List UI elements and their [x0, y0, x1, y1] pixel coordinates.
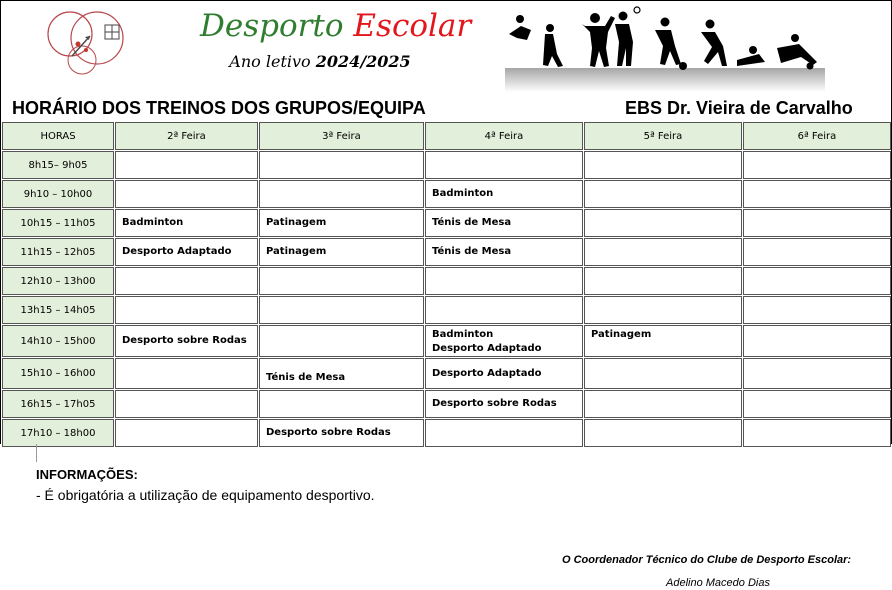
- activity-cell: [115, 238, 258, 266]
- activity-cell: [743, 358, 891, 389]
- activity-label: Patinagem: [266, 246, 327, 257]
- text-cursor: [36, 444, 37, 462]
- activity-cell: [584, 419, 742, 447]
- table-row: [2, 151, 891, 179]
- schedule-heading: HORÁRIO DOS TREINOS DOS GRUPOS/EQUIPA: [12, 98, 426, 118]
- activity-cell: [584, 325, 742, 357]
- activity-cell: [743, 209, 891, 237]
- hour-cell: 17h10 – 18h00: [2, 419, 114, 447]
- school-year-value: 2024/2025: [315, 52, 411, 71]
- table-row: [2, 419, 891, 447]
- activity-cell: [259, 267, 424, 295]
- hour-cell: 10h15 – 11h05: [2, 209, 114, 237]
- activity-cell: [115, 267, 258, 295]
- activity-cell: [259, 238, 424, 266]
- column-header-thursday: 5ª Feira: [584, 122, 742, 150]
- activity-cell: [584, 238, 742, 266]
- activity-cell: [425, 390, 583, 418]
- hour-cell: 13h15 – 14h05: [2, 296, 114, 324]
- activity-cell: [743, 390, 891, 418]
- activity-cell: [259, 419, 424, 447]
- athletes-silhouettes-icon: [505, 4, 825, 92]
- activity-cell: [115, 209, 258, 237]
- title-word-2: Escolar: [353, 8, 472, 44]
- activity-cell: [115, 151, 258, 179]
- activity-label: Ténis de Mesa: [432, 217, 512, 228]
- school-logo-icon: [42, 8, 137, 78]
- table-row: [2, 238, 891, 266]
- activity-label: Badminton: [432, 188, 494, 199]
- activity-label: Patinagem: [591, 329, 652, 340]
- activity-cell: [584, 267, 742, 295]
- activity-label: Badminton: [122, 217, 184, 228]
- activity-cell: [259, 325, 424, 357]
- table-row: [2, 296, 891, 324]
- activity-label: Desporto sobre Rodas: [432, 398, 557, 409]
- activity-cell: [259, 390, 424, 418]
- hour-cell: 15h10 – 16h00: [2, 358, 114, 389]
- page-title: [200, 6, 470, 46]
- column-header-wednesday: 4ª Feira: [425, 122, 583, 150]
- activity-cell: [115, 325, 258, 357]
- info-text: - É obrigatória a utilização de equipamento desportivo.: [36, 487, 375, 503]
- column-header-tuesday: 3ª Feira: [259, 122, 424, 150]
- activity-cell: [425, 325, 583, 357]
- activity-cell: [425, 419, 583, 447]
- activity-cell: [425, 151, 583, 179]
- activity-label: Desporto sobre Rodas: [266, 427, 391, 438]
- info-title: INFORMAÇÕES:: [36, 467, 138, 482]
- activity-cell: [115, 180, 258, 208]
- activity-cell: [743, 267, 891, 295]
- activity-cell: [743, 419, 891, 447]
- activity-cell: [584, 358, 742, 389]
- activity-label: Desporto Adaptado: [432, 367, 542, 379]
- activity-cell: [259, 358, 424, 389]
- schedule-header-row: [2, 122, 891, 150]
- activity-label: Patinagem: [266, 217, 327, 228]
- activity-cell: [425, 209, 583, 237]
- activity-label: Ténis de Mesa: [266, 372, 346, 383]
- hour-cell: 9h10 – 10h00: [2, 180, 114, 208]
- table-row: [2, 325, 891, 357]
- activity-cell: [115, 419, 258, 447]
- hour-cell: 11h15 – 12h05: [2, 238, 114, 266]
- coordinator-name: Adelino Macedo Dias: [666, 577, 770, 589]
- coordinator-title: O Coordenador Técnico do Clube de Desporto Escolar:: [562, 554, 852, 566]
- activity-cell: [743, 325, 891, 357]
- activity-cell: [743, 296, 891, 324]
- hour-cell: 16h15 – 17h05: [2, 390, 114, 418]
- activity-label: Ténis de Mesa: [432, 246, 512, 257]
- column-header-monday: 2ª Feira: [115, 122, 258, 150]
- activity-cell: [115, 296, 258, 324]
- school-year-prefix: Ano letivo: [229, 52, 311, 71]
- activity-cell: [584, 209, 742, 237]
- activity-label: Desporto Adaptado: [432, 343, 542, 354]
- activity-cell: [743, 238, 891, 266]
- activity-cell: [743, 151, 891, 179]
- hour-cell: 14h10 – 15h00: [2, 325, 114, 357]
- activity-cell: [425, 267, 583, 295]
- hour-cell: 12h10 – 13h00: [2, 267, 114, 295]
- table-row: [2, 358, 891, 389]
- school-name: EBS Dr. Vieira de Carvalho: [625, 98, 853, 118]
- activity-cell: [425, 238, 583, 266]
- hour-cell: 8h15– 9h05: [2, 151, 114, 179]
- activity-cell: [425, 180, 583, 208]
- activity-label: Desporto sobre Rodas: [122, 335, 247, 346]
- school-year: [200, 50, 440, 74]
- activity-label: Desporto Adaptado: [122, 246, 232, 257]
- column-header-friday: 6ª Feira: [743, 122, 891, 150]
- title-word-1: Desporto: [200, 8, 344, 44]
- activity-cell: [425, 358, 583, 389]
- table-row: [2, 180, 891, 208]
- column-header-hours: HORAS: [2, 122, 114, 150]
- activity-cell: [259, 180, 424, 208]
- activity-cell: [584, 296, 742, 324]
- activity-cell: [259, 296, 424, 324]
- activity-cell: [584, 390, 742, 418]
- activity-cell: [259, 151, 424, 179]
- activity-cell: [584, 151, 742, 179]
- activity-cell: [743, 180, 891, 208]
- activity-cell: [584, 180, 742, 208]
- activity-cell: [259, 209, 424, 237]
- table-row: [2, 390, 891, 418]
- activity-cell: [115, 358, 258, 389]
- activity-label: Badminton: [432, 329, 494, 340]
- activity-cell: [425, 296, 583, 324]
- schedule-table: [1, 121, 892, 448]
- table-row: [2, 209, 891, 237]
- table-row: [2, 267, 891, 295]
- activity-cell: [115, 390, 258, 418]
